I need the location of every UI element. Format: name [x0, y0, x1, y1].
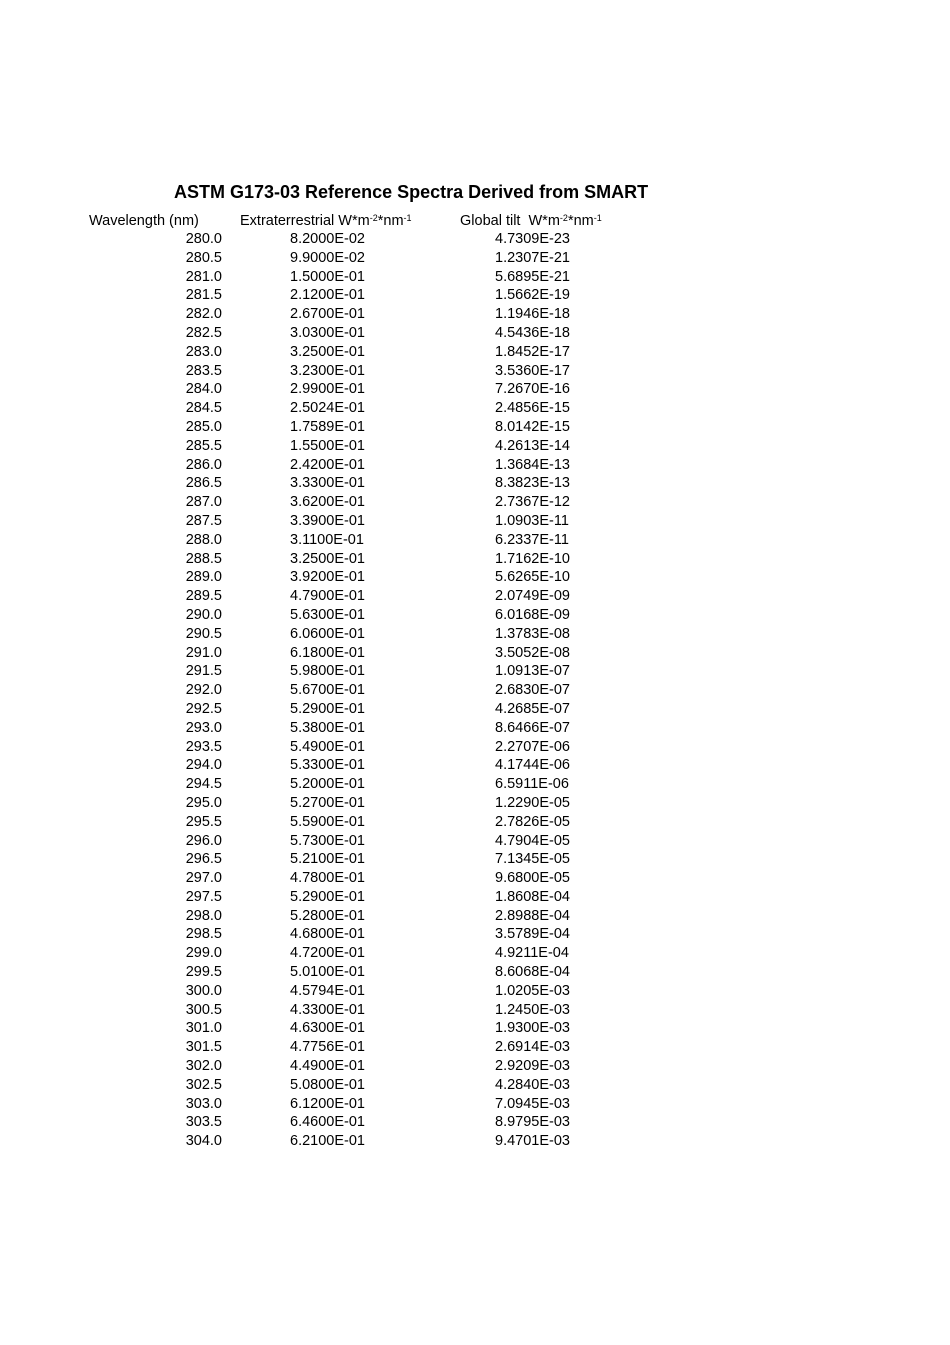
global-tilt-cell: 1.2307E-21 [495, 249, 570, 266]
global-tilt-cell: 1.3783E-08 [495, 625, 570, 642]
extraterrestrial-cell: 5.7300E-01 [290, 832, 365, 849]
table-row [0, 681, 950, 700]
table-row [0, 437, 950, 456]
column-header-wavelength: Wavelength (nm) [89, 213, 199, 229]
table-row [0, 606, 950, 625]
global-tilt-cell: 2.6830E-07 [495, 682, 570, 699]
table-row [0, 568, 950, 587]
column-header-extraterrestrial-exponent-2: -1 [403, 213, 412, 223]
table-row [0, 512, 950, 531]
global-tilt-cell: 4.5436E-18 [495, 324, 570, 341]
extraterrestrial-cell: 9.9000E-02 [290, 249, 365, 266]
wavelength-cell: 292.5 [185, 700, 222, 717]
wavelength-cell: 281.0 [185, 268, 222, 285]
table-row [0, 794, 950, 813]
wavelength-cell: 302.0 [185, 1058, 222, 1075]
table-row [0, 230, 950, 249]
extraterrestrial-cell: 5.9800E-01 [290, 663, 365, 680]
table-row [0, 531, 950, 550]
extraterrestrial-cell: 4.6300E-01 [290, 1020, 365, 1037]
extraterrestrial-cell: 6.4600E-01 [290, 1114, 365, 1131]
table-row [0, 662, 950, 681]
table-row [0, 1057, 950, 1076]
extraterrestrial-cell: 3.2300E-01 [290, 362, 365, 379]
extraterrestrial-cell: 4.7900E-01 [290, 588, 365, 605]
extraterrestrial-cell: 5.2800E-01 [290, 907, 365, 924]
wavelength-cell: 280.0 [185, 231, 222, 247]
table-row [0, 963, 950, 982]
global-tilt-cell: 1.0903E-11 [495, 512, 569, 529]
global-tilt-cell: 1.0205E-03 [495, 982, 570, 999]
wavelength-cell: 282.5 [185, 324, 222, 341]
wavelength-cell: 290.5 [185, 625, 222, 642]
table-row [0, 850, 950, 869]
global-tilt-cell: 1.1946E-18 [495, 306, 570, 323]
extraterrestrial-cell: 4.7200E-01 [290, 945, 365, 962]
wavelength-cell: 289.5 [185, 588, 222, 605]
column-header-global-tilt-exponent: -2 [559, 213, 568, 223]
global-tilt-cell: 1.7162E-10 [495, 550, 570, 567]
extraterrestrial-cell: 4.3300E-01 [290, 1001, 365, 1018]
table-row [0, 1113, 950, 1132]
global-tilt-cell: 2.2707E-06 [495, 738, 570, 755]
wavelength-cell: 295.5 [185, 813, 222, 830]
column-header-extraterrestrial-exponent: -2 [369, 213, 378, 223]
extraterrestrial-cell: 5.2900E-01 [290, 888, 365, 905]
table-row [0, 380, 950, 399]
column-header-global-tilt [460, 212, 602, 230]
wavelength-cell: 296.5 [185, 851, 222, 868]
spectra-table [0, 230, 950, 1151]
global-tilt-cell: 6.5911E-06 [495, 776, 569, 793]
extraterrestrial-cell: 5.2700E-01 [290, 794, 365, 811]
global-tilt-cell: 4.7309E-23 [495, 231, 570, 247]
global-tilt-cell: 8.6466E-07 [495, 719, 570, 736]
global-tilt-cell: 1.2290E-05 [495, 794, 570, 811]
table-row [0, 268, 950, 287]
extraterrestrial-cell: 5.4900E-01 [290, 738, 365, 755]
global-tilt-cell: 8.9795E-03 [495, 1114, 570, 1131]
column-header-global-tilt-text: Global tilt W*m [460, 213, 560, 229]
table-row [0, 362, 950, 381]
extraterrestrial-cell: 2.6700E-01 [290, 306, 365, 323]
wavelength-cell: 282.0 [185, 306, 222, 323]
global-tilt-cell: 7.0945E-03 [495, 1095, 570, 1112]
table-row [0, 982, 950, 1001]
extraterrestrial-cell: 3.6200E-01 [290, 494, 365, 511]
wavelength-cell: 294.5 [185, 776, 222, 793]
extraterrestrial-cell: 6.0600E-01 [290, 625, 365, 642]
global-tilt-cell: 1.0913E-07 [495, 663, 570, 680]
table-row [0, 888, 950, 907]
wavelength-cell: 285.0 [185, 418, 222, 435]
extraterrestrial-cell: 5.3300E-01 [290, 757, 365, 774]
global-tilt-cell: 9.6800E-05 [495, 870, 570, 887]
wavelength-cell: 286.0 [185, 456, 222, 473]
extraterrestrial-cell: 3.3300E-01 [290, 475, 365, 492]
global-tilt-cell: 5.6265E-10 [495, 569, 570, 586]
extraterrestrial-cell: 3.2500E-01 [290, 343, 365, 360]
table-row [0, 493, 950, 512]
extraterrestrial-cell: 5.0800E-01 [290, 1076, 365, 1093]
table-row [0, 944, 950, 963]
global-tilt-cell: 4.2685E-07 [495, 700, 570, 717]
global-tilt-cell: 1.8608E-04 [495, 888, 570, 905]
wavelength-cell: 290.0 [185, 606, 222, 623]
wavelength-cell: 287.0 [185, 494, 222, 511]
extraterrestrial-cell: 8.2000E-02 [290, 231, 365, 247]
extraterrestrial-cell: 4.7800E-01 [290, 870, 365, 887]
extraterrestrial-cell: 5.5900E-01 [290, 813, 365, 830]
wavelength-cell: 285.5 [185, 437, 222, 454]
wavelength-cell: 289.0 [185, 569, 222, 586]
wavelength-cell: 287.5 [185, 512, 222, 529]
wavelength-cell: 293.0 [185, 719, 222, 736]
wavelength-cell: 284.0 [185, 381, 222, 398]
column-header-extraterrestrial [240, 212, 412, 230]
table-row [0, 813, 950, 832]
global-tilt-cell: 4.7904E-05 [495, 832, 570, 849]
wavelength-cell: 300.5 [185, 1001, 222, 1018]
wavelength-cell: 292.0 [185, 682, 222, 699]
global-tilt-cell: 2.8988E-04 [495, 907, 570, 924]
table-row [0, 249, 950, 268]
table-row [0, 925, 950, 944]
extraterrestrial-cell: 2.4200E-01 [290, 456, 365, 473]
wavelength-cell: 298.0 [185, 907, 222, 924]
wavelength-cell: 284.5 [185, 400, 222, 417]
table-row [0, 719, 950, 738]
wavelength-cell: 303.0 [185, 1095, 222, 1112]
wavelength-cell: 300.0 [185, 982, 222, 999]
extraterrestrial-cell: 6.2100E-01 [290, 1133, 365, 1150]
global-tilt-cell: 4.1744E-06 [495, 757, 570, 774]
table-row [0, 832, 950, 851]
extraterrestrial-cell: 5.2100E-01 [290, 851, 365, 868]
column-header-extraterrestrial-unit: *nm [377, 213, 404, 229]
table-row [0, 1019, 950, 1038]
table-row [0, 775, 950, 794]
global-tilt-cell: 2.9209E-03 [495, 1058, 570, 1075]
global-tilt-cell: 7.2670E-16 [495, 381, 570, 398]
wavelength-cell: 303.5 [185, 1114, 222, 1131]
extraterrestrial-cell: 5.2900E-01 [290, 700, 365, 717]
extraterrestrial-cell: 6.1800E-01 [290, 644, 365, 661]
wavelength-cell: 301.5 [185, 1039, 222, 1056]
global-tilt-cell: 1.9300E-03 [495, 1020, 570, 1037]
table-row [0, 324, 950, 343]
extraterrestrial-cell: 1.7589E-01 [290, 418, 365, 435]
extraterrestrial-cell: 2.5024E-01 [290, 400, 365, 417]
table-row [0, 550, 950, 569]
extraterrestrial-cell: 3.0300E-01 [290, 324, 365, 341]
table-row [0, 343, 950, 362]
extraterrestrial-cell: 4.6800E-01 [290, 926, 365, 943]
global-tilt-cell: 4.2613E-14 [495, 437, 570, 454]
column-header-global-tilt-unit: *nm [567, 213, 594, 229]
extraterrestrial-cell: 3.1100E-01 [290, 531, 364, 548]
table-row [0, 907, 950, 926]
wavelength-cell: 298.5 [185, 926, 222, 943]
wavelength-cell: 299.0 [185, 945, 222, 962]
table-row [0, 474, 950, 493]
table-row [0, 756, 950, 775]
extraterrestrial-cell: 1.5000E-01 [290, 268, 365, 285]
table-row [0, 286, 950, 305]
table-row [0, 1076, 950, 1095]
global-tilt-cell: 8.3823E-13 [495, 475, 570, 492]
global-tilt-cell: 1.3684E-13 [495, 456, 570, 473]
global-tilt-cell: 3.5360E-17 [495, 362, 570, 379]
global-tilt-cell: 9.4701E-03 [495, 1133, 570, 1150]
wavelength-cell: 280.5 [185, 249, 222, 266]
extraterrestrial-cell: 3.3900E-01 [290, 512, 365, 529]
extraterrestrial-cell: 6.1200E-01 [290, 1095, 365, 1112]
table-row [0, 644, 950, 663]
wavelength-cell: 301.0 [185, 1020, 222, 1037]
extraterrestrial-cell: 5.2000E-01 [290, 776, 365, 793]
global-tilt-cell: 3.5789E-04 [495, 926, 570, 943]
column-header-extraterrestrial-text: Extraterrestrial W*m [240, 213, 370, 229]
extraterrestrial-cell: 4.7756E-01 [290, 1039, 365, 1056]
wavelength-cell: 288.0 [185, 531, 222, 548]
table-row [0, 587, 950, 606]
extraterrestrial-cell: 5.6300E-01 [290, 606, 365, 623]
wavelength-cell: 293.5 [185, 738, 222, 755]
extraterrestrial-cell: 4.4900E-01 [290, 1058, 365, 1075]
global-tilt-cell: 2.6914E-03 [495, 1039, 570, 1056]
extraterrestrial-cell: 2.1200E-01 [290, 287, 365, 304]
table-row [0, 1095, 950, 1114]
page-title: ASTM G173-03 Reference Spectra Derived from SMART [174, 182, 649, 202]
global-tilt-cell: 1.8452E-17 [495, 343, 570, 360]
wavelength-cell: 296.0 [185, 832, 222, 849]
wavelength-cell: 302.5 [185, 1076, 222, 1093]
global-tilt-cell: 4.2840E-03 [495, 1076, 570, 1093]
global-tilt-cell: 5.6895E-21 [495, 268, 570, 285]
global-tilt-cell: 2.7367E-12 [495, 494, 570, 511]
extraterrestrial-cell: 5.0100E-01 [290, 964, 365, 981]
global-tilt-cell: 2.7826E-05 [495, 813, 570, 830]
extraterrestrial-cell: 3.9200E-01 [290, 569, 365, 586]
wavelength-cell: 297.5 [185, 888, 222, 905]
table-row [0, 1132, 950, 1151]
table-row [0, 1038, 950, 1057]
extraterrestrial-cell: 1.5500E-01 [290, 437, 365, 454]
table-row [0, 1001, 950, 1020]
extraterrestrial-cell: 2.9900E-01 [290, 381, 365, 398]
table-row [0, 625, 950, 644]
global-tilt-cell: 2.4856E-15 [495, 400, 570, 417]
global-tilt-cell: 7.1345E-05 [495, 851, 570, 868]
wavelength-cell: 304.0 [185, 1133, 222, 1150]
table-row [0, 456, 950, 475]
table-row [0, 869, 950, 888]
extraterrestrial-cell: 5.3800E-01 [290, 719, 365, 736]
extraterrestrial-cell: 3.2500E-01 [290, 550, 365, 567]
table-row [0, 700, 950, 719]
table-row [0, 305, 950, 324]
wavelength-cell: 288.5 [185, 550, 222, 567]
wavelength-cell: 297.0 [185, 870, 222, 887]
extraterrestrial-cell: 5.6700E-01 [290, 682, 365, 699]
global-tilt-cell: 1.5662E-19 [495, 287, 570, 304]
global-tilt-cell: 3.5052E-08 [495, 644, 570, 661]
global-tilt-cell: 6.2337E-11 [495, 531, 569, 548]
wavelength-cell: 291.0 [185, 644, 222, 661]
column-header-global-tilt-exponent-2: -1 [593, 213, 602, 223]
wavelength-cell: 286.5 [185, 475, 222, 492]
extraterrestrial-cell: 4.5794E-01 [290, 982, 365, 999]
wavelength-cell: 283.5 [185, 362, 222, 379]
global-tilt-cell: 6.0168E-09 [495, 606, 570, 623]
table-row [0, 418, 950, 437]
wavelength-cell: 294.0 [185, 757, 222, 774]
wavelength-cell: 283.0 [185, 343, 222, 360]
table-row [0, 399, 950, 418]
global-tilt-cell: 8.6068E-04 [495, 964, 570, 981]
global-tilt-cell: 2.0749E-09 [495, 588, 570, 605]
global-tilt-cell: 1.2450E-03 [495, 1001, 570, 1018]
wavelength-cell: 291.5 [185, 663, 222, 680]
wavelength-cell: 295.0 [185, 794, 222, 811]
table-row [0, 738, 950, 757]
global-tilt-cell: 8.0142E-15 [495, 418, 570, 435]
wavelength-cell: 281.5 [185, 287, 222, 304]
wavelength-cell: 299.5 [185, 964, 222, 981]
global-tilt-cell: 4.9211E-04 [495, 945, 569, 962]
